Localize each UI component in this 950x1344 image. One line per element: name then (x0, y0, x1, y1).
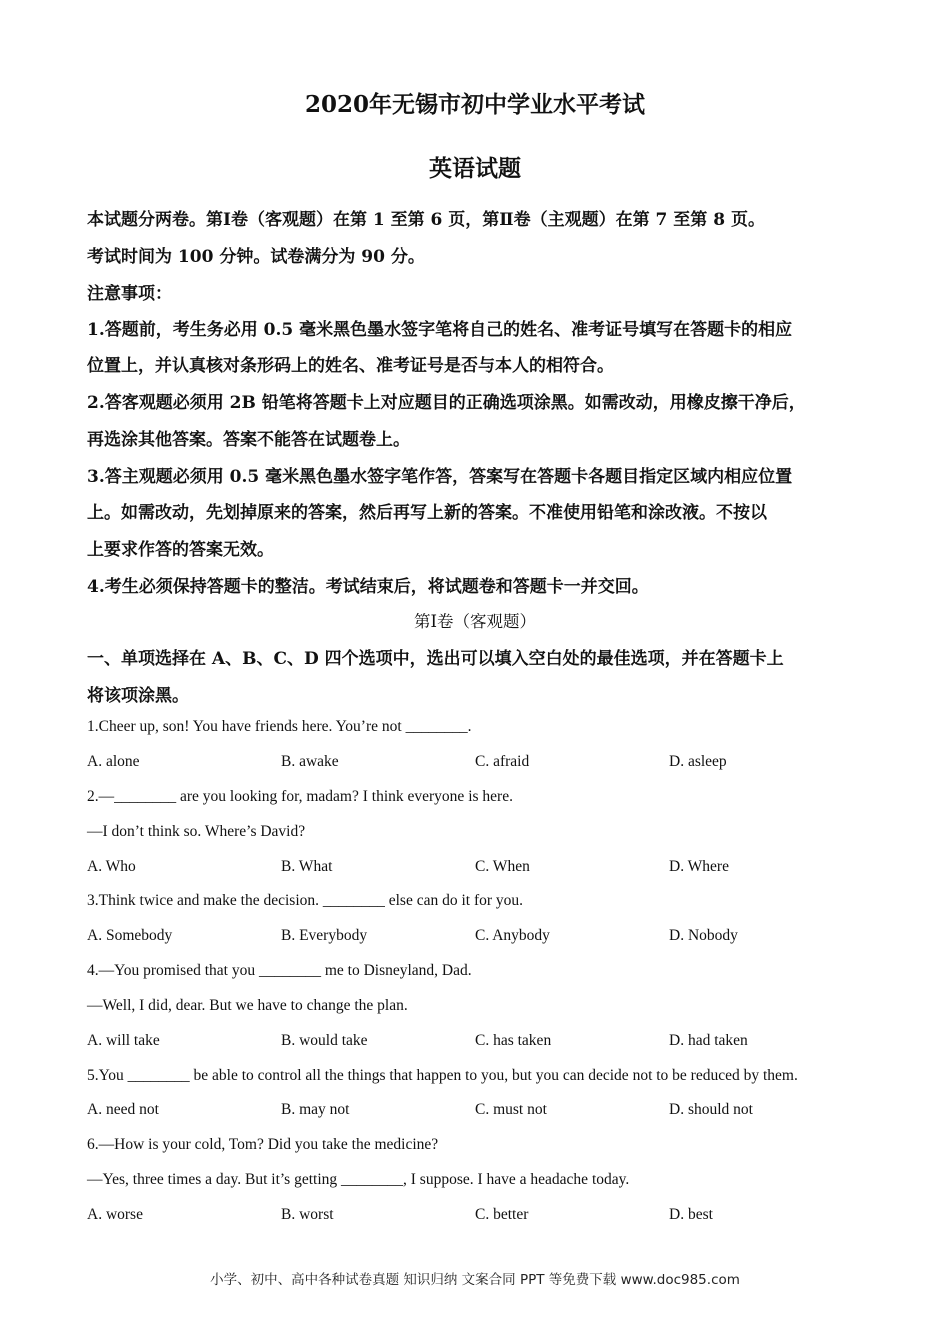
option-d: D. Where (669, 858, 729, 875)
option-d: D. best (669, 1206, 713, 1223)
question-text: —Well, I did, dear. But we have to change the plan. (87, 997, 408, 1014)
section-title: 第Ⅰ卷（客观题） (413, 612, 537, 631)
exam-title: 2020年无锡市初中学业水平考试 (304, 91, 645, 118)
question-text: 3.Think twice and make the decision. ________ else can do it for you. (87, 892, 524, 909)
section-heading: 将该项涂黑。 (87, 686, 189, 706)
option-d: D. had taken (669, 1032, 748, 1049)
option-d: D. Nobody (669, 927, 738, 944)
option-a: A. Who (87, 858, 136, 875)
instruction-line: 2.答客观题必须用 2B 铅笔将答题卡上对应题目的正确选项涂黑。如需改动，用橡皮擦干净后， (87, 393, 806, 413)
question-text: —I don’t think so. Where’s David? (87, 823, 306, 840)
exam-subtitle: 英语试题 (429, 155, 521, 182)
option-a: A. worse (87, 1206, 143, 1223)
question-text: 5.You ________ be able to control all the things that happen to you, but you can decide not to be reduced by them. (87, 1067, 798, 1084)
question-text: 4.—You promised that you ________ me to Disneyland, Dad. (87, 962, 472, 979)
option-b: B. may not (281, 1101, 350, 1118)
instruction-line: 1.答题前，考生务必用 0.5 毫米黑色墨水签字笔将自己的姓名、准考证号填写在答题卡的相应 (87, 320, 793, 340)
page-footer: 小学、初中、高中各种试卷真题 知识归纳 文案合同 PPT 等免费下载 www.doc985.com (210, 1272, 740, 1288)
instruction-line: 3.答主观题必须用 0.5 毫米黑色墨水签字笔作答，答案写在答题卡各题目指定区域内相应位置 (87, 467, 793, 487)
question-text: 1.Cheer up, son! You have friends here. You’re not ________. (87, 718, 472, 735)
notice-heading: 注意事项： (87, 284, 172, 304)
option-c: C. better (475, 1206, 529, 1223)
option-b: B. worst (281, 1206, 334, 1223)
instruction-line: 上要求作答的答案无效。 (87, 540, 274, 560)
question-text: 2.—________ are you looking for, madam? I think everyone is here. (87, 788, 513, 805)
option-a: A. need not (87, 1101, 159, 1118)
instruction-line: 本试题分两卷。第Ⅰ卷（客观题）在第 1 至第 6 页，第Ⅱ卷（主观题）在第 7 至第 8 页。 (87, 210, 765, 230)
instruction-line: 上。如需改动，先划掉原来的答案，然后再写上新的答案。不准使用铅笔和涂改液。不按以 (87, 503, 767, 523)
option-c: C. When (475, 858, 530, 875)
option-d: D. asleep (669, 753, 727, 770)
instruction-line: 再选涂其他答案。答案不能答在试题卷上。 (87, 430, 410, 450)
option-b: B. would take (281, 1032, 368, 1049)
option-d: D. should not (669, 1101, 753, 1118)
question-text: 6.—How is your cold, Tom? Did you take the medicine? (87, 1136, 439, 1153)
option-a: A. Somebody (87, 927, 173, 944)
option-c: C. afraid (475, 753, 530, 770)
instruction-line: 位置上，并认真核对条形码上的姓名、准考证号是否与本人的相符合。 (87, 356, 614, 376)
option-a: A. alone (87, 753, 140, 770)
option-b: B. awake (281, 753, 339, 770)
section-heading: 一、单项选择在 A、B、C、D 四个选项中，选出可以填入空白处的最佳选项，并在答题卡上 (87, 649, 784, 669)
option-a: A. will take (87, 1032, 160, 1049)
instruction-line: 考试时间为 100 分钟。试卷满分为 90 分。 (87, 247, 425, 267)
instruction-line: 4.考生必须保持答题卡的整洁。考试结束后，将试题卷和答题卡一并交回。 (87, 577, 649, 597)
option-b: B. Everybody (281, 927, 368, 944)
option-c: C. Anybody (475, 927, 550, 944)
option-c: C. has taken (475, 1032, 552, 1049)
question-text: —Yes, three times a day. But it’s getting ________, I suppose. I have a headache today. (87, 1171, 630, 1188)
option-b: B. What (281, 858, 333, 875)
option-c: C. must not (475, 1101, 547, 1118)
